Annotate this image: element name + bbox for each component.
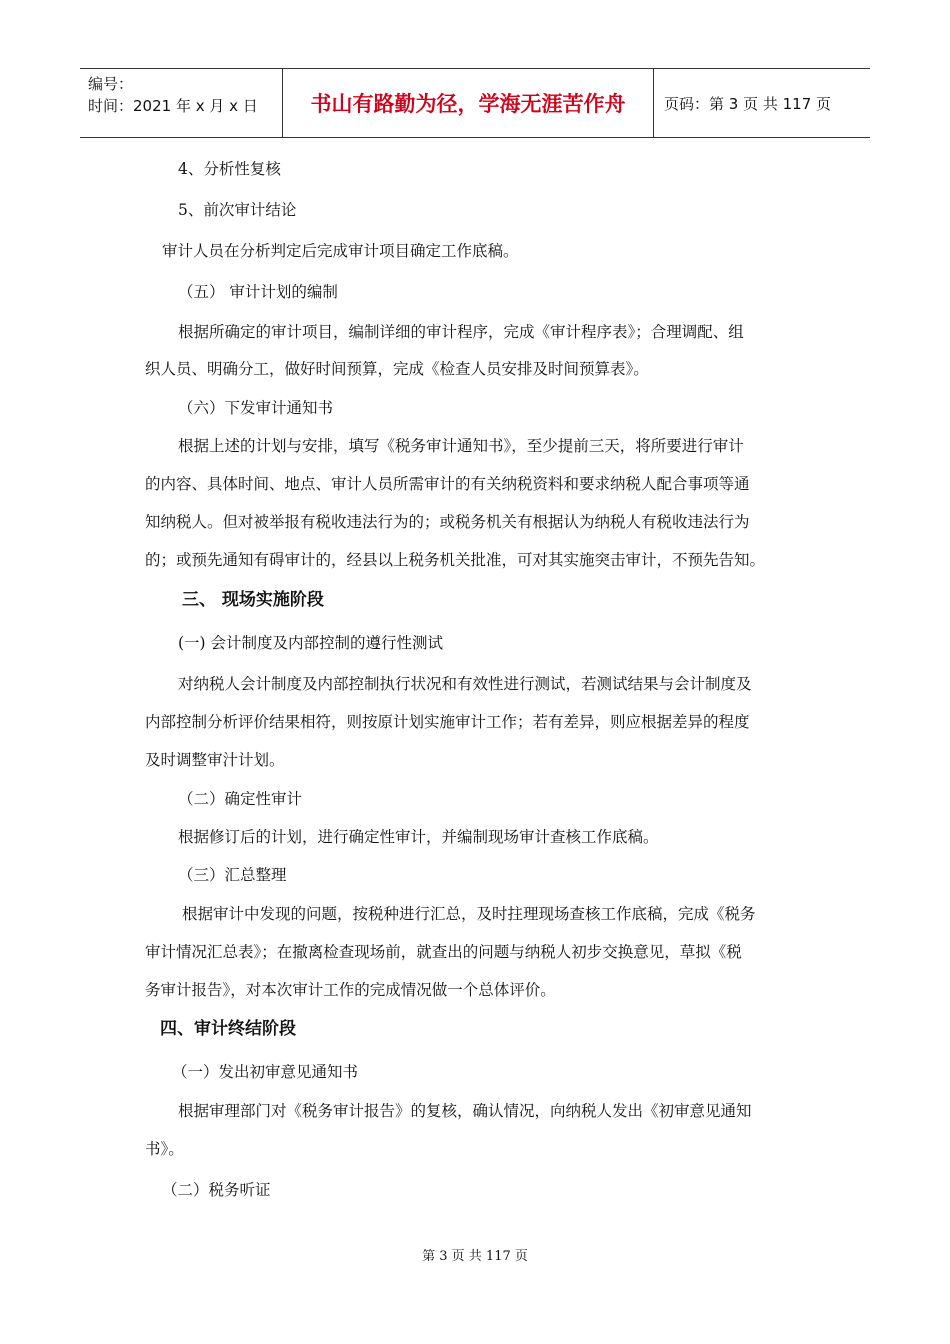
list-item-prior-audit-conclusion: 5、前次审计结论: [178, 201, 297, 219]
paragraph-line: 知纳税人。但对被举报有税收违法行为的；或税务机关有根据认为纳税人有税收违法行为: [145, 513, 750, 531]
subheading-audit-notice: （六）下发审计通知书: [178, 399, 334, 417]
subheading-audit-plan: （五） 审计计划的编制: [178, 283, 338, 301]
header-page-info: 页码：第 3 页 共 117 页: [664, 94, 832, 113]
paragraph-line: 及时调整审汁计划。: [145, 751, 285, 769]
paragraph-line: 织人员、明确分工，做好时间预算，完成《检查人员安排及时间预算表》。: [145, 360, 649, 378]
subheading-preliminary-notice: （一）发出初审意见通知书: [172, 1063, 359, 1081]
page-footer: 第 3 页 共 117 页: [422, 1249, 528, 1264]
section-heading-audit-conclusion: 四、审计终结阶段: [160, 1019, 296, 1039]
paragraph-line: 书》。: [145, 1140, 184, 1158]
page-header: [80, 68, 870, 138]
paragraph-line: 根据修订后的计划，进行确定性审计，并编制现场审计查核工作底稿。: [178, 828, 659, 846]
subheading-summary: （三）汇总整理: [178, 866, 287, 884]
subheading-tax-hearing: （二）税务听证: [162, 1181, 271, 1199]
paragraph-line: 的内容、具体时间、地点、审计人员所需审计的有关纳税资料和要求纳税人配合事项等通: [145, 475, 750, 493]
paragraph-line: 根据审理部门对《税务审计报告》的复核，确认情况，向纳税人发出《初审意见通知: [178, 1102, 752, 1120]
paragraph-line: 的；或预先通知有碍审计的，经县以上税务机关批准，可对其实施突击审计，不预先告知。: [145, 551, 766, 569]
paragraph-line: 根据所确定的审计项目，编制详细的审计程序，完成《审计程序表》；合理调配、组: [178, 323, 744, 341]
header-motto: 书山有路勤为径，学海无涯苦作舟: [282, 69, 654, 137]
paragraph-line: 务审计报告》，对本次审计工作的完成情况做一个总体评价。: [145, 981, 556, 999]
paragraph-line: 审计情况汇总表》；在撤离检查现场前，就查出的问题与纳税人初步交换意见，草拟《税: [145, 943, 742, 961]
paragraph-line: 对纳税人会计制度及内部控制执行状况和有效性进行测试，若测试结果与会计制度及: [178, 675, 752, 693]
paragraph-line: 根据审计中发现的问题，按税种进行汇总，及时拄理现场查核工作底稿，完成《税务: [182, 905, 756, 923]
section-heading-field-implementation: 三、 现场实施阶段: [182, 590, 324, 610]
paragraph-line: 根据上述的计划与安排，填写《税务审计通知书》，至少提前三天，将所要进行审计: [178, 437, 744, 455]
subheading-substantive-audit: （二）确定性审计: [178, 790, 303, 808]
document-number-label: 编号：: [88, 75, 134, 93]
header-left-cell: [80, 69, 282, 137]
paragraph-line: 内部控制分析评价结果相符，则按原计划实施审计工作；若有差异，则应根据差异的程度: [145, 713, 750, 731]
list-item-analytical-review: 4、分析性复核: [178, 160, 281, 178]
document-date-label: 时间：2021 年 x 月 x 日: [88, 97, 258, 115]
paragraph-line: 审计人员在分析判定后完成审计项目确定工作底稿。: [162, 242, 519, 260]
subheading-compliance-test: (一) 会计制度及内部控制的遵行性测试: [178, 634, 444, 652]
